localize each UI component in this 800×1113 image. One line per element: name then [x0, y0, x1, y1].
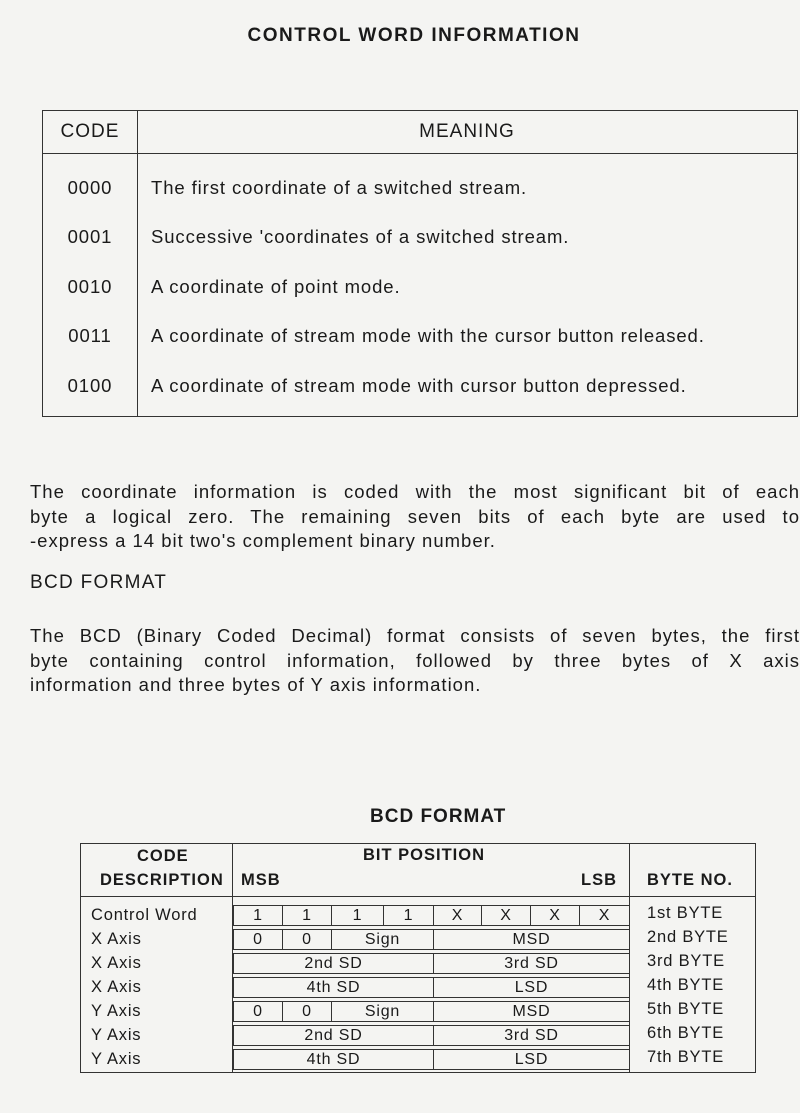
code-cell: 0010 [43, 262, 138, 312]
meaning-header: MEANING [138, 111, 798, 154]
code-cell: 0000 [43, 154, 138, 213]
bit-cell: Sign [331, 929, 434, 950]
header-divider [81, 896, 755, 897]
bit-cell: 4th SD [233, 1049, 434, 1070]
table-row [43, 361, 798, 416]
page-title: CONTROL WORD INFORMATION [247, 25, 581, 46]
byte-number: 2nd BYTE [647, 928, 729, 946]
table-row [43, 154, 798, 213]
msb-label: MSB [241, 871, 281, 889]
paragraph-line: information and three bytes of Y axis information. [30, 674, 482, 695]
table-row [43, 213, 798, 263]
meaning-cell: A coordinate of stream mode with the cursor button released. [151, 325, 705, 347]
coordinate-paragraph [30, 480, 800, 554]
row-description: Control Word [91, 906, 198, 924]
bit-cell: LSD [433, 1049, 630, 1070]
row-description: X Axis [91, 954, 142, 972]
bit-cell: 0 [233, 929, 283, 950]
bit-cell: 1 [383, 905, 434, 926]
code-header-line2: DESCRIPTION [100, 871, 224, 889]
bit-position-header: BIT POSITION [363, 846, 486, 864]
byte-number: 1st BYTE [647, 904, 724, 922]
bit-cell: 0 [233, 1001, 283, 1022]
meaning-cell: Successive 'coordinates of a switched stream. [151, 226, 570, 248]
byte-number: 3rd BYTE [647, 952, 725, 970]
section-heading: BCD FORMAT [30, 572, 168, 593]
bit-cell: 1 [282, 905, 332, 926]
bit-cell: 2nd SD [233, 953, 434, 974]
bit-cell: MSD [433, 929, 630, 950]
paragraph-line: The BCD (Binary Coded Decimal) format consists of seven bytes, the first [30, 625, 800, 646]
paragraph-line: byte containing control information, followed by three bytes of X axis [30, 649, 800, 671]
table-row [43, 262, 798, 312]
bit-cell: 3rd SD [433, 1025, 630, 1046]
byte-number: 4th BYTE [647, 976, 725, 994]
lsb-label: LSB [581, 871, 617, 889]
row-description: Y Axis [91, 1002, 142, 1020]
row-description: X Axis [91, 978, 142, 996]
paragraph-line: byte a logical zero. The remaining seven bits of each byte are used to [30, 505, 800, 527]
byte-number: 5th BYTE [647, 1000, 725, 1018]
code-header-line1: CODE [137, 847, 189, 865]
bit-cell: 1 [331, 905, 384, 926]
bit-cell: 4th SD [233, 977, 434, 998]
row-description: Y Axis [91, 1026, 142, 1044]
byte-no-header: BYTE NO. [647, 871, 733, 889]
bcd-paragraph [30, 624, 800, 698]
meaning-cell: A coordinate of stream mode with cursor button depressed. [151, 374, 687, 396]
paragraph-line: The coordinate information is coded with the most significant bit of each [30, 481, 800, 502]
bit-cell: MSD [433, 1001, 630, 1022]
row-description: X Axis [91, 930, 142, 948]
row-description: Y Axis [91, 1050, 142, 1068]
bcd-table-title: BCD FORMAT [370, 806, 507, 827]
table-header-row [43, 111, 798, 154]
code-header: CODE [43, 111, 138, 154]
bit-cell: X [579, 905, 630, 926]
bcd-format-table [80, 843, 756, 1073]
byte-number: 6th BYTE [647, 1024, 725, 1042]
table-row [43, 312, 798, 362]
code-cell: 0011 [43, 312, 138, 362]
meaning-cell: The first coordinate of a switched stream. [151, 176, 528, 198]
bit-cell: 0 [282, 929, 332, 950]
code-cell: 0001 [43, 213, 138, 263]
control-word-table [42, 110, 798, 417]
bit-cell: X [530, 905, 580, 926]
bit-cell: X [481, 905, 531, 926]
byte-number: 7th BYTE [647, 1048, 725, 1066]
paragraph-line: -express a 14 bit two's complement binary number. [30, 530, 496, 551]
bit-cell: Sign [331, 1001, 434, 1022]
bit-cell: X [433, 905, 482, 926]
bit-cell: 0 [282, 1001, 332, 1022]
bit-cell: 3rd SD [433, 953, 630, 974]
bit-cell: 1 [233, 905, 283, 926]
bit-cell: 2nd SD [233, 1025, 434, 1046]
bit-cell: LSD [433, 977, 630, 998]
meaning-cell: A coordinate of point mode. [151, 275, 401, 297]
code-cell: 0100 [43, 361, 138, 416]
